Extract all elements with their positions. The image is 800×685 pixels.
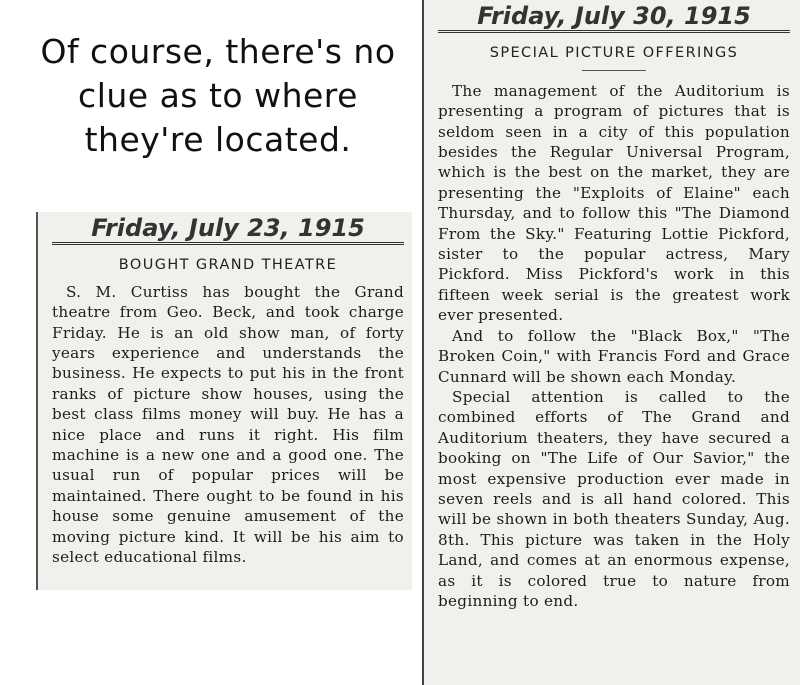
- dateline: Friday, July 23, 1915: [52, 218, 404, 245]
- dateline: Friday, July 30, 1915: [438, 6, 790, 33]
- caption-text: Of course, there's no clue as to where they're located.: [40, 32, 396, 159]
- article-paragraph: And to follow the "Black Box," "The Broken Coin," with Francis Ford and Grace Cunnard will be shown each Monday.: [438, 326, 790, 386]
- article-paragraph: S. M. Curtiss has bought the Grand theatre from Geo. Beck, and took charge Friday. He is an old show man, of forty years experience and understands the business. He expects to put his in the front ranks of picture show houses, using the best class films money will buy. He has a nice place and runs it right. His film machine is a new one and a good one. The usual run of popular prices will be maintained. There ought to be found in his house some genuine amusement of the moving picture kind. It will be his aim to select educational films.: [52, 282, 404, 567]
- newspaper-clipping-july-30: [422, 0, 800, 685]
- article-headline: BOUGHT GRAND THEATRE: [118, 257, 338, 274]
- article-paragraph: Special attention is called to the combined efforts of The Grand and Auditorium theaters, they have secured a booking on "The Life of Our Savior," the most expensive production ever made in seven reels and is all hand colored. This will be shown in both theaters Sunday, Aug. 8th. This picture was taken in the Holy Land, and comes at an enormous expense, as it is colored true to nature from beginning to end.: [438, 387, 790, 610]
- newspaper-clipping-july-23: [36, 212, 412, 590]
- article-paragraph: The management of the Auditorium is presenting a program of pictures that is seldom seen in a city of this population besides the Regular Universal Program, which is the best on the market, they are presenting the "Exploits of Elaine" each Thursday, and to follow this "The Diamond From the Sky." Featuring Lottie Pickford, sister to the popular actress, Mary Pickford. Miss Pickford's work in this fifteen week serial is the greatest work ever presented.: [438, 81, 790, 325]
- article-headline: SPECIAL PICTURE OFFERINGS: [489, 45, 739, 62]
- headline-divider: [582, 70, 646, 71]
